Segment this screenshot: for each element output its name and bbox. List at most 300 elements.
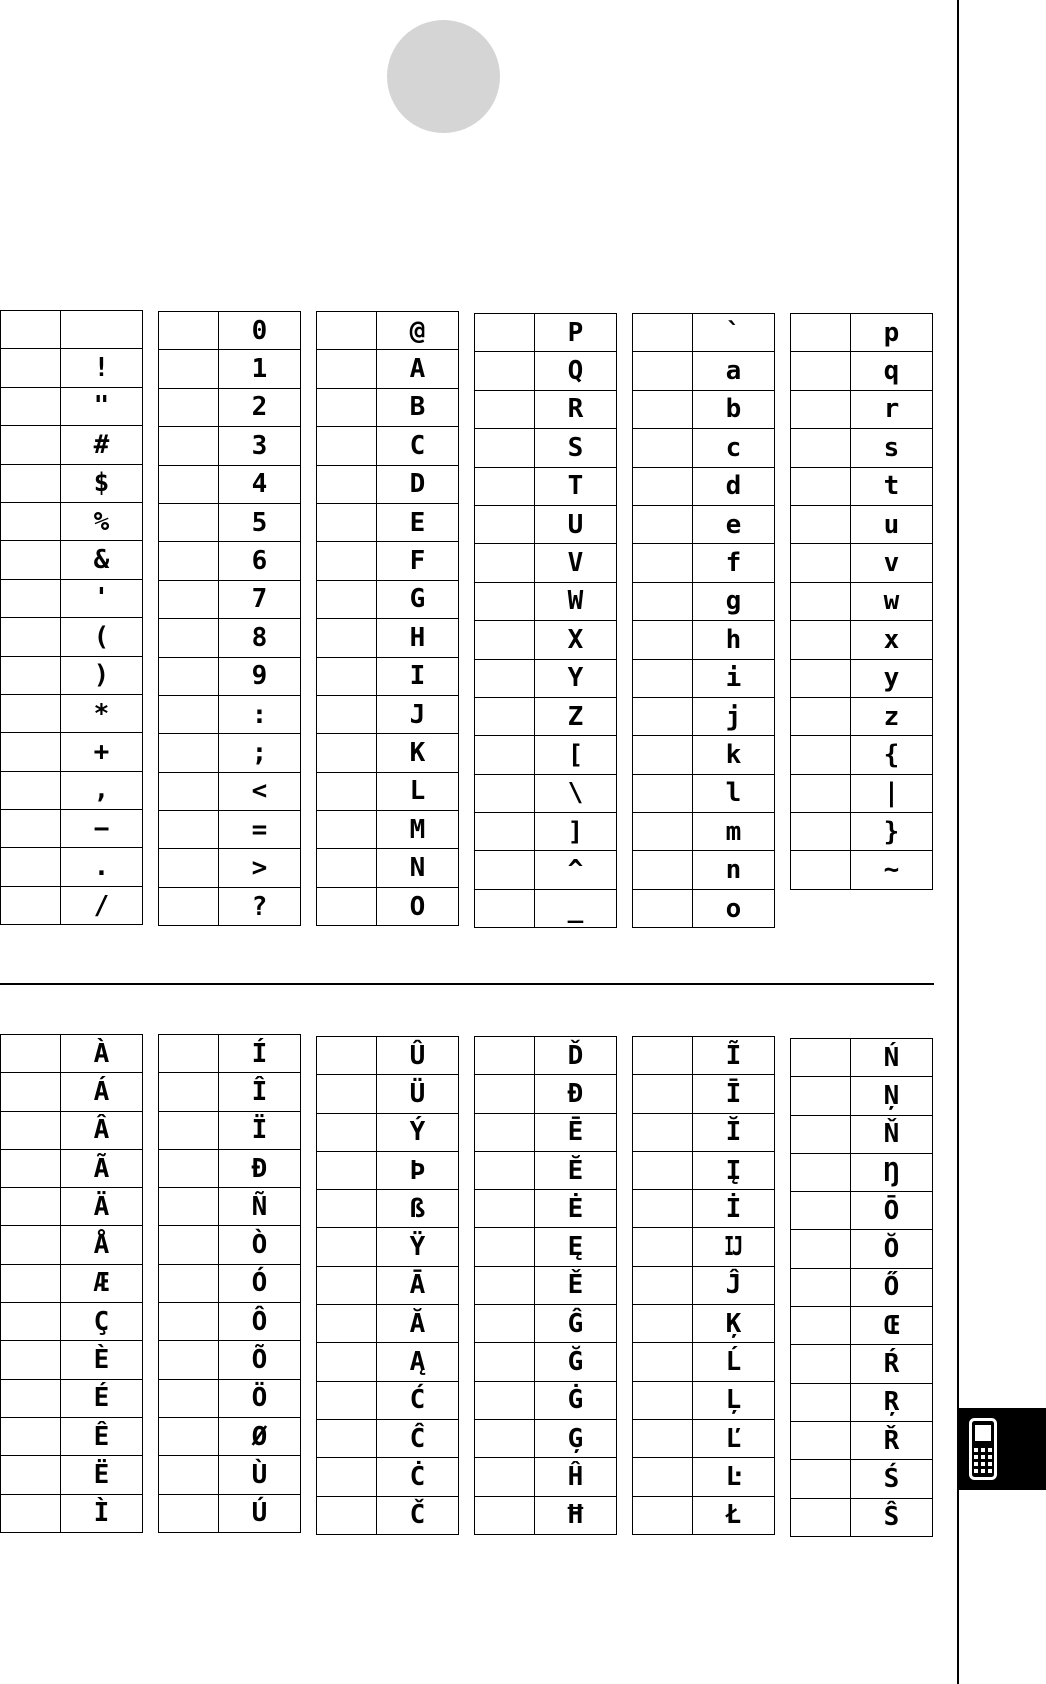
table-row bbox=[791, 736, 933, 774]
char-cell: : bbox=[219, 695, 301, 733]
char-cell: P bbox=[535, 314, 617, 352]
char-cell: Â bbox=[61, 1111, 143, 1149]
table-row bbox=[1, 848, 143, 886]
char-cell: < bbox=[219, 772, 301, 810]
table-row bbox=[633, 582, 775, 620]
char-cell: ; bbox=[219, 734, 301, 772]
char-cell: Ŗ bbox=[851, 1383, 933, 1421]
table-row bbox=[1, 502, 143, 540]
code-cell bbox=[791, 390, 851, 428]
table-row bbox=[633, 697, 775, 735]
code-cell bbox=[317, 1151, 377, 1189]
code-cell bbox=[475, 697, 535, 735]
table-row bbox=[791, 314, 933, 352]
code-cell bbox=[475, 736, 535, 774]
char-table bbox=[790, 1038, 933, 1537]
code-cell bbox=[633, 1305, 693, 1343]
char-cell: / bbox=[61, 886, 143, 924]
code-cell bbox=[475, 889, 535, 927]
char-cell: Ö bbox=[219, 1379, 301, 1417]
code-cell bbox=[159, 580, 219, 618]
char-cell: Ć bbox=[377, 1381, 459, 1419]
char-cell: Ķ bbox=[693, 1305, 775, 1343]
char-cell: Ŝ bbox=[851, 1498, 933, 1536]
calculator-icon bbox=[969, 1418, 997, 1480]
table-row bbox=[159, 1417, 301, 1455]
char-cell: G bbox=[377, 580, 459, 618]
code-cell bbox=[1, 426, 61, 464]
code-cell bbox=[475, 659, 535, 697]
table-row bbox=[791, 1230, 933, 1268]
code-cell bbox=[633, 352, 693, 390]
char-table bbox=[316, 311, 459, 926]
table-row bbox=[159, 1111, 301, 1149]
code-cell bbox=[791, 1307, 851, 1345]
code-cell bbox=[475, 1190, 535, 1228]
char-cell: , bbox=[61, 771, 143, 809]
table-row bbox=[1, 886, 143, 924]
code-cell bbox=[633, 813, 693, 851]
char-cell: Ď bbox=[535, 1037, 617, 1075]
table-row bbox=[475, 851, 617, 889]
table-row bbox=[159, 542, 301, 580]
table-row bbox=[633, 1075, 775, 1113]
table-row bbox=[475, 1458, 617, 1496]
decorative-circle bbox=[387, 20, 500, 133]
code-cell bbox=[317, 1458, 377, 1496]
char-table bbox=[0, 1034, 143, 1533]
table-row bbox=[317, 1113, 459, 1151]
char-cell: − bbox=[61, 810, 143, 848]
table-row bbox=[475, 1037, 617, 1075]
code-cell bbox=[159, 734, 219, 772]
table-row bbox=[1, 464, 143, 502]
table-row bbox=[159, 1035, 301, 1073]
code-cell bbox=[159, 427, 219, 465]
char-cell: 5 bbox=[219, 503, 301, 541]
code-cell bbox=[633, 1151, 693, 1189]
table-row bbox=[475, 390, 617, 428]
code-cell bbox=[1, 1073, 61, 1111]
table-row bbox=[317, 312, 459, 350]
code-cell bbox=[159, 465, 219, 503]
char-cell: b bbox=[693, 390, 775, 428]
char-cell: Ú bbox=[219, 1494, 301, 1532]
char-cell: Œ bbox=[851, 1307, 933, 1345]
table-row bbox=[159, 1226, 301, 1264]
char-cell: k bbox=[693, 736, 775, 774]
char-table bbox=[632, 313, 775, 928]
char-cell: Ċ bbox=[377, 1458, 459, 1496]
char-cell: Y bbox=[535, 659, 617, 697]
table-row bbox=[791, 621, 933, 659]
char-table bbox=[632, 1036, 775, 1535]
table-row bbox=[633, 659, 775, 697]
table-row bbox=[633, 1343, 775, 1381]
table-row bbox=[475, 1419, 617, 1457]
table-row bbox=[317, 1496, 459, 1534]
table-row bbox=[317, 1305, 459, 1343]
code-cell bbox=[633, 429, 693, 467]
table-row bbox=[159, 734, 301, 772]
table-row bbox=[791, 1307, 933, 1345]
table-row bbox=[475, 697, 617, 735]
code-cell bbox=[317, 503, 377, 541]
char-cell: ^ bbox=[535, 851, 617, 889]
table-row bbox=[317, 772, 459, 810]
table-row bbox=[1, 1226, 143, 1264]
char-cell: d bbox=[693, 467, 775, 505]
code-cell bbox=[633, 659, 693, 697]
table-row bbox=[791, 1460, 933, 1498]
chapter-tab[interactable] bbox=[959, 1408, 1046, 1490]
char-cell: o bbox=[693, 889, 775, 927]
table-row bbox=[791, 1153, 933, 1191]
table-row bbox=[159, 1188, 301, 1226]
char-cell: S bbox=[535, 429, 617, 467]
char-cell: B bbox=[377, 388, 459, 426]
code-cell bbox=[159, 1456, 219, 1494]
table-row bbox=[1, 1456, 143, 1494]
table-row bbox=[791, 851, 933, 889]
table-row bbox=[159, 887, 301, 925]
table-row bbox=[1, 656, 143, 694]
table-row bbox=[1, 1035, 143, 1073]
char-cell: 7 bbox=[219, 580, 301, 618]
char-cell: I bbox=[377, 657, 459, 695]
table-row bbox=[633, 505, 775, 543]
table-row bbox=[791, 659, 933, 697]
table-row bbox=[633, 1113, 775, 1151]
table-row bbox=[317, 619, 459, 657]
code-cell bbox=[633, 467, 693, 505]
char-cell: Ő bbox=[851, 1268, 933, 1306]
table-row bbox=[1, 426, 143, 464]
table-row bbox=[317, 1458, 459, 1496]
char-table bbox=[316, 1036, 459, 1535]
code-cell bbox=[791, 736, 851, 774]
char-cell: Ł bbox=[693, 1496, 775, 1534]
code-cell bbox=[791, 851, 851, 889]
code-cell bbox=[317, 312, 377, 350]
table-row bbox=[317, 657, 459, 695]
char-cell: Ē bbox=[535, 1113, 617, 1151]
code-cell bbox=[317, 465, 377, 503]
code-cell bbox=[317, 1419, 377, 1457]
code-cell bbox=[633, 774, 693, 812]
char-cell: Į bbox=[693, 1151, 775, 1189]
char-cell: Ĕ bbox=[535, 1151, 617, 1189]
code-cell bbox=[633, 544, 693, 582]
code-cell bbox=[317, 1496, 377, 1534]
char-cell: È bbox=[61, 1341, 143, 1379]
table-row bbox=[1, 387, 143, 425]
code-cell bbox=[633, 505, 693, 543]
table-row bbox=[159, 427, 301, 465]
table-row bbox=[159, 772, 301, 810]
char-cell: Ĺ bbox=[693, 1343, 775, 1381]
code-cell bbox=[317, 887, 377, 925]
char-cell: z bbox=[851, 697, 933, 735]
char-cell: O bbox=[377, 887, 459, 925]
code-cell bbox=[317, 1381, 377, 1419]
table-row bbox=[159, 1264, 301, 1302]
char-cell: w bbox=[851, 582, 933, 620]
char-cell: Ĩ bbox=[693, 1037, 775, 1075]
table-row bbox=[317, 503, 459, 541]
char-cell: Ã bbox=[61, 1149, 143, 1187]
table-row bbox=[475, 1343, 617, 1381]
code-cell bbox=[317, 1113, 377, 1151]
char-table bbox=[158, 1034, 301, 1533]
char-cell: 8 bbox=[219, 619, 301, 657]
table-row bbox=[159, 1379, 301, 1417]
table-row bbox=[159, 1341, 301, 1379]
code-cell bbox=[633, 314, 693, 352]
table-row bbox=[475, 1496, 617, 1534]
char-cell: Ĝ bbox=[535, 1305, 617, 1343]
code-cell bbox=[159, 1303, 219, 1341]
table-row bbox=[633, 467, 775, 505]
table-row bbox=[317, 1419, 459, 1457]
code-cell bbox=[475, 774, 535, 812]
table-row bbox=[633, 736, 775, 774]
table-row bbox=[475, 659, 617, 697]
code-cell bbox=[791, 697, 851, 735]
code-cell bbox=[159, 388, 219, 426]
char-cell: e bbox=[693, 505, 775, 543]
table-row bbox=[475, 429, 617, 467]
table-row bbox=[159, 657, 301, 695]
char-table bbox=[158, 311, 301, 926]
char-cell: Ą bbox=[377, 1343, 459, 1381]
code-cell bbox=[317, 811, 377, 849]
table-row bbox=[1, 1303, 143, 1341]
code-cell bbox=[159, 772, 219, 810]
char-cell: Î bbox=[219, 1073, 301, 1111]
table-row bbox=[633, 1458, 775, 1496]
table-row bbox=[475, 1113, 617, 1151]
code-cell bbox=[317, 657, 377, 695]
char-cell: À bbox=[61, 1035, 143, 1073]
table-row bbox=[791, 467, 933, 505]
code-cell bbox=[791, 1268, 851, 1306]
char-cell: i bbox=[693, 659, 775, 697]
char-cell: h bbox=[693, 621, 775, 659]
code-cell bbox=[317, 388, 377, 426]
char-cell: T bbox=[535, 467, 617, 505]
code-cell bbox=[159, 312, 219, 350]
char-cell: ( bbox=[61, 618, 143, 656]
code-cell bbox=[791, 544, 851, 582]
table-row bbox=[633, 621, 775, 659]
table-row bbox=[475, 621, 617, 659]
char-cell: c bbox=[693, 429, 775, 467]
table-row bbox=[475, 582, 617, 620]
char-cell: Æ bbox=[61, 1264, 143, 1302]
table-row bbox=[1, 1073, 143, 1111]
char-cell: Ā bbox=[377, 1266, 459, 1304]
char-cell: ] bbox=[535, 813, 617, 851]
code-cell bbox=[791, 1192, 851, 1230]
char-cell: X bbox=[535, 621, 617, 659]
table-row bbox=[791, 774, 933, 812]
code-cell bbox=[1, 387, 61, 425]
code-cell bbox=[1, 656, 61, 694]
char-cell: \ bbox=[535, 774, 617, 812]
table-row bbox=[633, 429, 775, 467]
char-cell: Ò bbox=[219, 1226, 301, 1264]
table-row bbox=[791, 813, 933, 851]
char-cell: Ğ bbox=[535, 1343, 617, 1381]
char-cell: s bbox=[851, 429, 933, 467]
code-cell bbox=[791, 1153, 851, 1191]
code-cell bbox=[633, 736, 693, 774]
code-cell bbox=[1, 1303, 61, 1341]
char-cell: Ň bbox=[851, 1115, 933, 1153]
table-row bbox=[791, 1268, 933, 1306]
char-cell: j bbox=[693, 697, 775, 735]
table-row bbox=[159, 811, 301, 849]
table-row bbox=[475, 1266, 617, 1304]
table-row bbox=[1, 311, 143, 349]
table-row bbox=[159, 503, 301, 541]
code-cell bbox=[633, 621, 693, 659]
char-cell: Ė bbox=[535, 1190, 617, 1228]
code-cell bbox=[633, 1228, 693, 1266]
table-row bbox=[1, 694, 143, 732]
code-cell bbox=[159, 1073, 219, 1111]
char-cell: Ĭ bbox=[693, 1113, 775, 1151]
table-row bbox=[475, 352, 617, 390]
code-cell bbox=[633, 1190, 693, 1228]
table-row bbox=[317, 1381, 459, 1419]
char-cell: 2 bbox=[219, 388, 301, 426]
code-cell bbox=[791, 582, 851, 620]
char-cell: Č bbox=[377, 1496, 459, 1534]
code-cell bbox=[159, 849, 219, 887]
char-cell: D bbox=[377, 465, 459, 503]
code-cell bbox=[475, 1305, 535, 1343]
char-cell: Û bbox=[377, 1037, 459, 1075]
char-cell: Ñ bbox=[219, 1188, 301, 1226]
code-cell bbox=[791, 1077, 851, 1115]
char-cell: Z bbox=[535, 697, 617, 735]
code-cell bbox=[1, 771, 61, 809]
code-cell bbox=[475, 1496, 535, 1534]
table-row bbox=[1, 579, 143, 617]
code-cell bbox=[159, 1226, 219, 1264]
table-row bbox=[475, 813, 617, 851]
code-cell bbox=[633, 1419, 693, 1457]
code-cell bbox=[475, 1075, 535, 1113]
char-cell: q bbox=[851, 352, 933, 390]
table-row bbox=[475, 467, 617, 505]
table-row bbox=[1, 1188, 143, 1226]
table-row bbox=[317, 427, 459, 465]
code-cell bbox=[791, 774, 851, 812]
char-cell: Ľ bbox=[693, 1419, 775, 1457]
char-cell: = bbox=[219, 811, 301, 849]
code-cell bbox=[1, 502, 61, 540]
code-cell bbox=[791, 314, 851, 352]
char-cell: @ bbox=[377, 312, 459, 350]
table-row bbox=[1, 349, 143, 387]
char-cell: 0 bbox=[219, 312, 301, 350]
table-row bbox=[159, 350, 301, 388]
code-cell bbox=[475, 1228, 535, 1266]
char-cell: Ì bbox=[61, 1494, 143, 1532]
table-row bbox=[159, 849, 301, 887]
table-row bbox=[317, 734, 459, 772]
char-table bbox=[790, 313, 933, 890]
code-cell bbox=[1, 733, 61, 771]
code-cell bbox=[1, 1264, 61, 1302]
code-cell bbox=[1, 1494, 61, 1532]
char-cell: a bbox=[693, 352, 775, 390]
code-cell bbox=[791, 1230, 851, 1268]
table-row bbox=[633, 1266, 775, 1304]
char-cell: K bbox=[377, 734, 459, 772]
table-row bbox=[475, 736, 617, 774]
table-row bbox=[317, 580, 459, 618]
code-cell bbox=[633, 582, 693, 620]
table-row bbox=[791, 390, 933, 428]
char-cell: Ĵ bbox=[693, 1266, 775, 1304]
code-cell bbox=[475, 813, 535, 851]
char-cell: Ä bbox=[61, 1188, 143, 1226]
char-cell: Ă bbox=[377, 1305, 459, 1343]
table-row bbox=[475, 505, 617, 543]
char-cell: $ bbox=[61, 464, 143, 502]
char-cell: g bbox=[693, 582, 775, 620]
char-cell: ' bbox=[61, 579, 143, 617]
char-cell: İ bbox=[693, 1190, 775, 1228]
table-row bbox=[633, 774, 775, 812]
char-cell: Ü bbox=[377, 1075, 459, 1113]
table-row bbox=[791, 1192, 933, 1230]
char-cell bbox=[61, 311, 143, 349]
table-row bbox=[159, 1149, 301, 1187]
table-row bbox=[159, 695, 301, 733]
code-cell bbox=[317, 542, 377, 580]
table-row bbox=[317, 1151, 459, 1189]
code-cell bbox=[159, 811, 219, 849]
char-cell: 3 bbox=[219, 427, 301, 465]
code-cell bbox=[1, 1149, 61, 1187]
code-cell bbox=[633, 1037, 693, 1075]
code-cell bbox=[475, 390, 535, 428]
char-cell: + bbox=[61, 733, 143, 771]
char-cell: Ń bbox=[851, 1039, 933, 1077]
table-row bbox=[633, 1151, 775, 1189]
code-cell bbox=[1, 311, 61, 349]
code-cell bbox=[475, 429, 535, 467]
char-cell: J bbox=[377, 695, 459, 733]
table-row bbox=[1, 618, 143, 656]
code-cell bbox=[633, 1343, 693, 1381]
code-cell bbox=[475, 1113, 535, 1151]
code-cell bbox=[317, 1343, 377, 1381]
table-row bbox=[633, 1305, 775, 1343]
code-cell bbox=[475, 1037, 535, 1075]
table-row bbox=[159, 388, 301, 426]
table-row bbox=[633, 889, 775, 927]
table-row bbox=[633, 544, 775, 582]
table-row bbox=[1, 1149, 143, 1187]
code-cell bbox=[1, 810, 61, 848]
table-row bbox=[633, 390, 775, 428]
